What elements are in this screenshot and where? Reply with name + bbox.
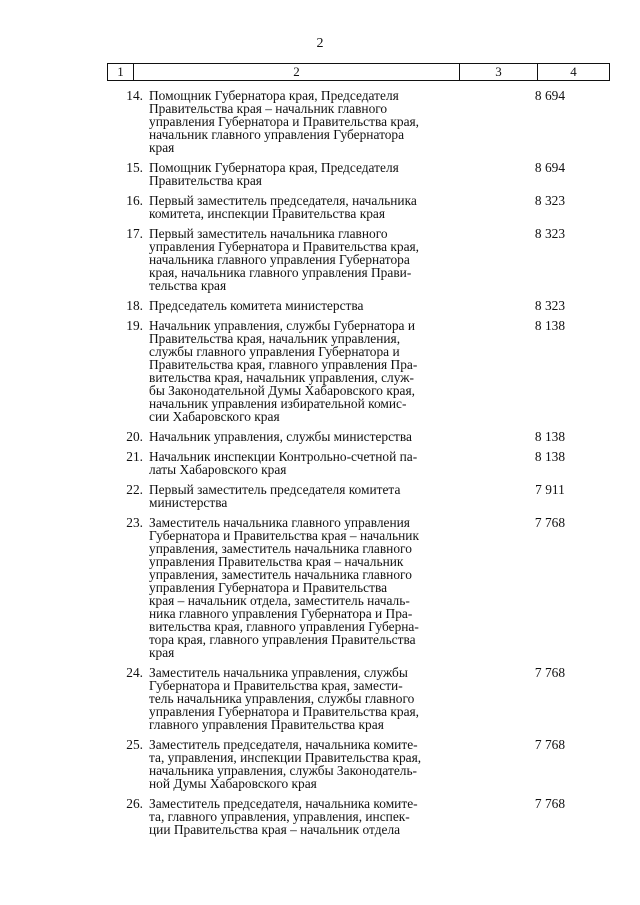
- salary-value: 8 323: [534, 298, 566, 313]
- position-title-line: вительства края, начальник управления, служ-: [149, 370, 414, 385]
- row-number: 19.: [126, 318, 143, 333]
- position-title: [149, 227, 469, 292]
- position-title-line: та, управления, инспекции Правительства края,: [149, 750, 422, 765]
- position-title: [149, 450, 469, 476]
- position-title-line: Правительства края, главного управления Пра-: [149, 357, 418, 372]
- position-title-line: та, главного управления, управления, инспек-: [149, 809, 410, 824]
- row-number: 15.: [126, 160, 143, 175]
- table-row: [107, 450, 609, 476]
- position-title-line: начальника управления, службы Законодатель-: [149, 763, 418, 778]
- position-title-line: Губернатора и Правительства края – начальник: [149, 528, 419, 543]
- position-title-line: управления Правительства края – начальник: [149, 554, 404, 569]
- position-title-line: латы Хабаровского края: [149, 462, 287, 477]
- position-title-line: Начальник управления, службы министерства: [149, 429, 412, 444]
- table-row: [107, 797, 609, 836]
- column-header-2: 2: [134, 64, 460, 81]
- position-title-line: управления Губернатора и Правительства края,: [149, 114, 420, 129]
- table-row: [107, 299, 609, 312]
- position-title-line: главного управления Правительства края: [149, 717, 384, 732]
- position-title-line: вительства края, главного управления Губерна-: [149, 619, 419, 634]
- table-row: [107, 161, 609, 187]
- position-title: [149, 516, 469, 659]
- row-number: 21.: [126, 449, 143, 464]
- position-title-line: Начальник инспекции Контрольно-счетной па-: [149, 449, 418, 464]
- position-title-line: Первый заместитель начальника главного: [149, 226, 388, 241]
- row-number: 23.: [126, 515, 143, 530]
- position-title-line: Правительства края: [149, 173, 262, 188]
- salary-value: 8 138: [534, 429, 566, 444]
- position-title-line: ника главного управления Губернатора и Пра-: [149, 606, 413, 621]
- position-title: [149, 319, 469, 423]
- position-title-line: тора края, главного управления Правительства: [149, 632, 416, 647]
- salary-value: 7 911: [535, 482, 565, 497]
- page-number: 2: [316, 36, 324, 51]
- salary-value: 8 694: [534, 88, 566, 103]
- row-number: 20.: [126, 429, 143, 444]
- row-number: 26.: [126, 796, 143, 811]
- table-row: [107, 430, 609, 443]
- position-title: [149, 797, 469, 836]
- position-title: [149, 483, 469, 509]
- position-title: [149, 738, 469, 790]
- position-title-line: Первый заместитель председателя, начальника: [149, 193, 417, 208]
- row-number: 16.: [126, 193, 143, 208]
- salary-value: 8 323: [534, 193, 566, 208]
- positions-list: [107, 89, 609, 843]
- position-title-line: Председатель комитета министерства: [149, 298, 364, 313]
- position-title-line: бы Законодательной Думы Хабаровского края,: [149, 383, 415, 398]
- row-number: 14.: [126, 88, 143, 103]
- salary-value: 7 768: [534, 515, 566, 530]
- salary-value: 7 768: [534, 665, 566, 680]
- position-title-line: Начальник управления, службы Губернатора и: [149, 318, 415, 333]
- position-title-line: Губернатора и Правительства края, замести-: [149, 678, 403, 693]
- position-title-line: тель начальника управления, службы главного: [149, 691, 415, 706]
- row-number: 25.: [126, 737, 143, 752]
- position-title-line: края: [149, 645, 175, 660]
- row-number: 24.: [126, 665, 143, 680]
- table-row: [107, 194, 609, 220]
- position-title: [149, 89, 469, 154]
- position-title-line: Заместитель начальника управления, службы: [149, 665, 408, 680]
- position-title-line: Помощник Губернатора края, Председателя: [149, 88, 399, 103]
- position-title-line: Заместитель начальника главного управления: [149, 515, 410, 530]
- salary-value: 7 768: [534, 737, 566, 752]
- position-title-line: начальника главного управления Губернатора: [149, 252, 410, 267]
- column-header-4: 4: [538, 64, 610, 81]
- position-title: [149, 430, 469, 443]
- table-row: [107, 89, 609, 154]
- table-row: [107, 483, 609, 509]
- position-title-line: сии Хабаровского края: [149, 409, 280, 424]
- position-title-line: управления, заместитель начальника главного: [149, 567, 412, 582]
- position-title-line: комитета, инспекции Правительства края: [149, 206, 386, 221]
- column-header-row: [108, 64, 610, 81]
- salary-value: 7 768: [534, 796, 566, 811]
- position-title-line: управления Губернатора и Правительства: [149, 580, 388, 595]
- position-title-line: края – начальник отдела, заместитель началь-: [149, 593, 410, 608]
- position-title-line: службы главного управления Губернатора и: [149, 344, 400, 359]
- position-title: [149, 194, 469, 220]
- table-row: [107, 227, 609, 292]
- position-title-line: тельства края: [149, 278, 227, 293]
- position-title-line: края: [149, 140, 175, 155]
- position-title-line: Правительства края – начальник главного: [149, 101, 388, 116]
- column-header-3: 3: [460, 64, 538, 81]
- position-title-line: ции Правительства края – начальник отдела: [149, 822, 401, 837]
- table-row: [107, 516, 609, 659]
- position-title-line: Заместитель председателя, начальника комите-: [149, 737, 418, 752]
- position-title-line: управления Губернатора и Правительства края,: [149, 704, 420, 719]
- position-title-line: ной Думы Хабаровского края: [149, 776, 317, 791]
- salary-value: 8 323: [534, 226, 566, 241]
- position-title-line: Первый заместитель председателя комитета: [149, 482, 401, 497]
- position-title-line: Помощник Губернатора края, Председателя: [149, 160, 399, 175]
- salary-value: 8 694: [534, 160, 566, 175]
- column-header-1: 1: [108, 64, 134, 81]
- row-number: 22.: [126, 482, 143, 497]
- salary-value: 8 138: [534, 449, 566, 464]
- position-title-line: управления Губернатора и Правительства края,: [149, 239, 420, 254]
- position-title-line: края, начальника главного управления Прави-: [149, 265, 412, 280]
- position-title-line: Правительства края, начальник управления,: [149, 331, 401, 346]
- position-title-line: Заместитель председателя, начальника комите-: [149, 796, 418, 811]
- position-title-line: управления, заместитель начальника главного: [149, 541, 412, 556]
- table-row: [107, 738, 609, 790]
- position-title: [149, 666, 469, 731]
- position-title: [149, 299, 469, 312]
- salary-value: 8 138: [534, 318, 566, 333]
- row-number: 17.: [126, 226, 143, 241]
- table-row: [107, 666, 609, 731]
- position-title: [149, 161, 469, 187]
- position-title-line: министерства: [149, 495, 228, 510]
- row-number: 18.: [126, 298, 143, 313]
- column-header-table: [107, 63, 610, 81]
- position-title-line: начальник управления избирательной комис-: [149, 396, 407, 411]
- table-row: [107, 319, 609, 423]
- position-title-line: начальник главного управления Губернатора: [149, 127, 405, 142]
